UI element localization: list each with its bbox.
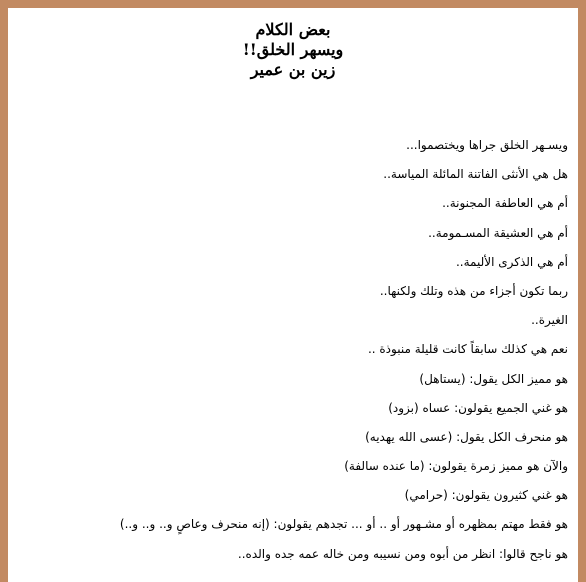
text-line: أم هي العشيقة المسـمومة..	[428, 225, 568, 240]
text-line: ربما تكون أجزاء من هذه وتلك ولكنها..	[379, 283, 568, 298]
text-line: أم هي الذكرى الأليمة..	[455, 254, 568, 269]
poem-body	[16, 138, 568, 576]
page-subtitle: ويسهر الخلق!!	[242, 40, 344, 59]
text-line: هو غني الجميع يقولون: عساه (بزود)	[388, 400, 568, 415]
text-line: هو فقط مهتم بمظهره أو مشـهور أو .. أو ... تجدهم يقولون: (إنه منحرف وعاصٍ و.. و.. و..)	[119, 517, 568, 532]
author-name: زين بن عمير	[250, 60, 336, 79]
page-title: بعض الكلام	[255, 20, 331, 39]
poem-header	[8, 20, 578, 80]
document-page	[8, 8, 578, 582]
text-line: هو ناجح قالوا: انظر من أبوه ومن نسيبه ومن خاله عمه جده والده..	[237, 546, 568, 561]
text-line: والآن هو مميز زمرة يقولون: (ما عنده سالفة)	[344, 459, 568, 474]
text-line: هو غني كثيرون يقولون: (حرامي)	[404, 488, 568, 503]
text-line: هل هي الأنثى الفاتنة المائلة المياسة..	[383, 167, 568, 182]
text-line: ويسـهر الخلق جراها ويختصموا...	[406, 138, 568, 152]
text-line: هو مميز الكل يقول: (يستاهل)	[419, 371, 568, 386]
text-line: هو منحرف الكل يقول: (عسى الله يهديه)	[365, 429, 568, 444]
text-line: أم هي العاطفة المجنونة..	[442, 196, 568, 211]
text-line: الغيرة..	[531, 313, 568, 328]
text-line: نعم هي كذلك سابقاً كانت قليلة منبوذة ..	[367, 342, 568, 357]
